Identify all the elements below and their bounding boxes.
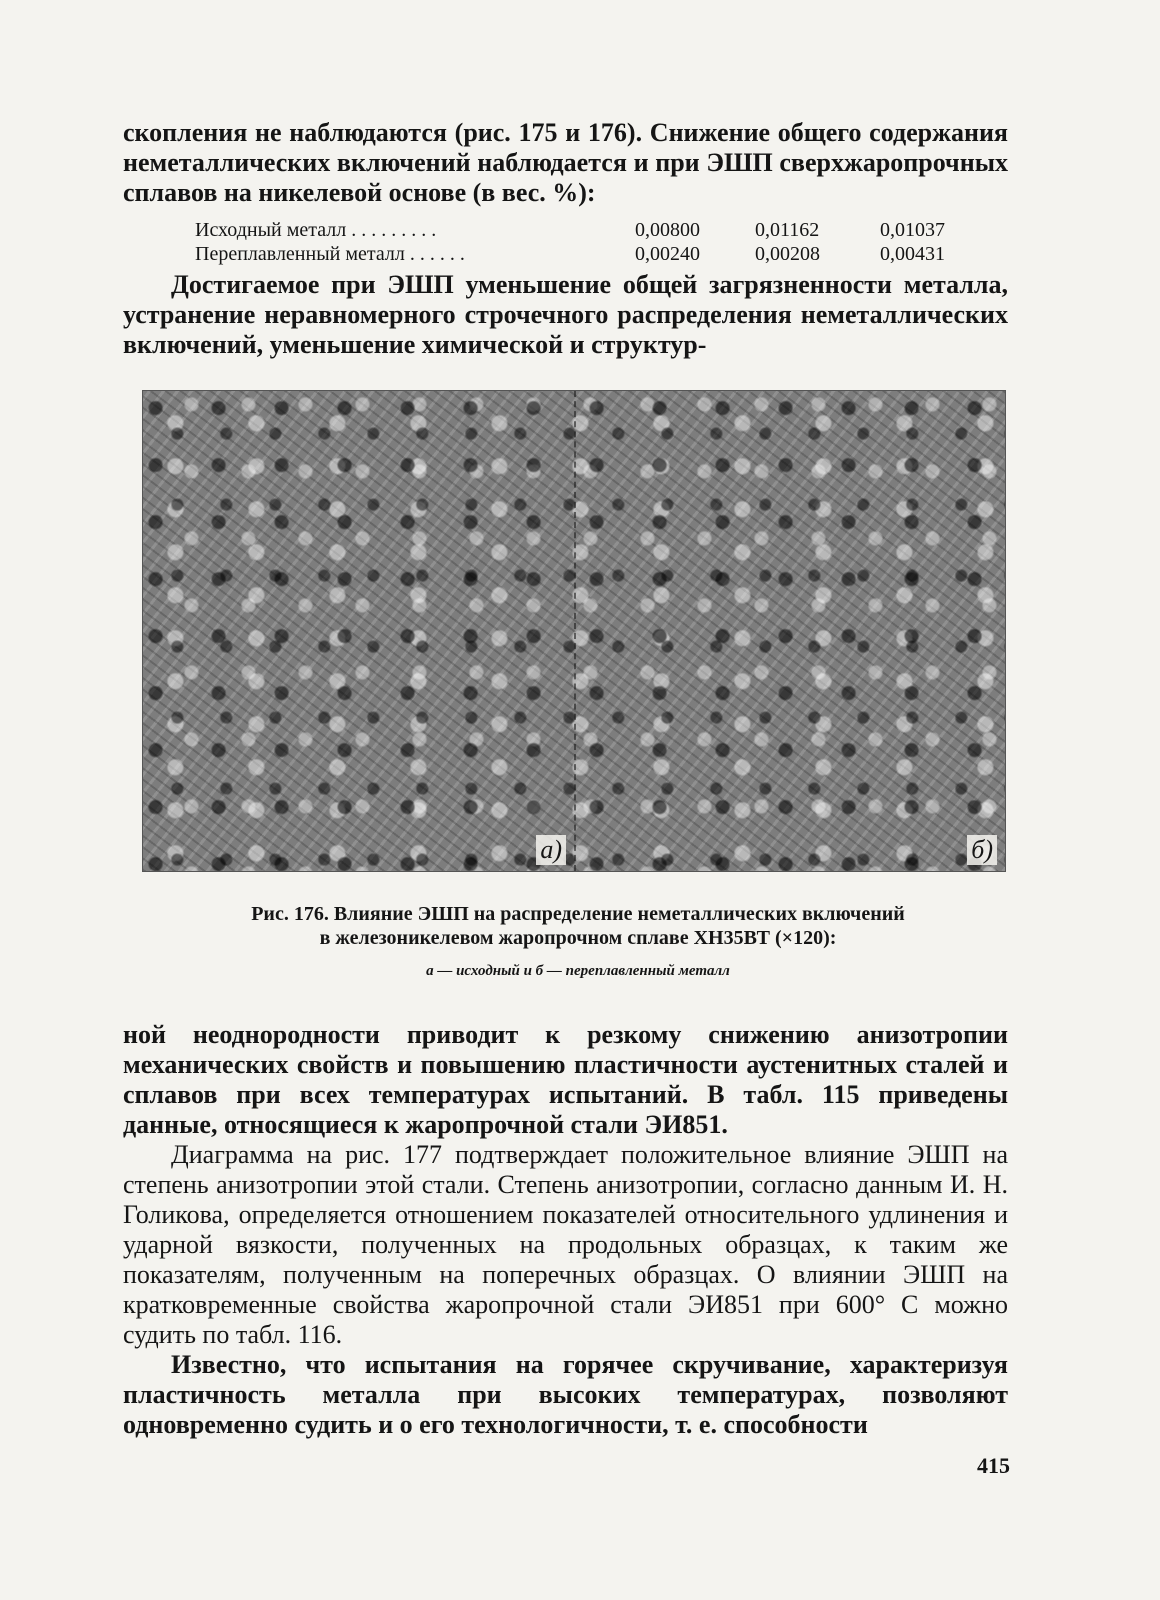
micrograph-figure	[142, 390, 1006, 872]
table-cell: 0,00208	[755, 243, 820, 265]
table-cell: 0,00800	[635, 219, 700, 241]
table-cell: 0,01037	[880, 219, 945, 241]
micrograph-panel-a	[143, 391, 576, 871]
row-label: Переплавленный металл . . . . . .	[195, 243, 465, 265]
paragraph-4: Диаграмма на рис. 177 подтверждает положительное влияние ЭШП на степень анизотропии этой стали. Степень анизотропии, согласно данным И. Н. Голикова, определяется отношением показателей относительного удлинения и ударной вязкости, полученных на продольных образцах, к таким же показателям, полученным на поперечных образцах. О влиянии ЭШП на кратковременные свойства жаропрочной стали ЭИ851 при 600° С можно судить по табл. 116.	[123, 1140, 1008, 1349]
paragraph-1: скопления не наблюдаются (рис. 175 и 176). Снижение общего содержания неметаллических включений наблюдается и при ЭШП сверхжаропрочных сплавов на никелевой основе (в вес. %):	[123, 118, 1008, 207]
paragraph-2: Достигаемое при ЭШП уменьшение общей загрязненности металла, устранение неравномерного строчечного распределения неметаллических включений, уменьшение химической и структур-	[123, 270, 1008, 359]
paragraph-3: ной неоднородности приводит к резкому снижению анизотропии механических свойств и повышению пластичности аустенитных сталей и сплавов при всех температурах испытаний. В табл. 115 приведены данные, относящиеся к жаропрочной стали ЭИ851.	[123, 1020, 1008, 1139]
figure-caption	[148, 902, 1008, 950]
panel-b-label: б)	[967, 835, 997, 865]
paragraph-5: Известно, что испытания на горячее скручивание, характеризуя пластичность металла при высоких температурах, позволяют одновременно судить и о его технологичности, т. е. способности	[123, 1350, 1008, 1439]
figure-subcaption: а — исходный и б — переплавленный металл	[426, 963, 730, 979]
table-row	[195, 242, 945, 266]
table-cell: 0,00240	[635, 243, 700, 265]
row-label: Исходный металл . . . . . . . . .	[195, 219, 437, 241]
table-cell: 0,01162	[755, 219, 820, 241]
table-cell: 0,00431	[880, 243, 945, 265]
caption-line-2: в железоникелевом жаропрочном сплаве ХН35ВТ (×120):	[319, 927, 837, 949]
micrograph-panel-b	[576, 391, 1005, 871]
table-row	[195, 218, 945, 242]
panel-a-label: а)	[536, 835, 566, 865]
inclusions-table	[195, 218, 945, 266]
page-number: 415	[977, 1453, 1010, 1478]
caption-line-1: Рис. 176. Влияние ЭШП на распределение неметаллических включений	[251, 903, 905, 925]
